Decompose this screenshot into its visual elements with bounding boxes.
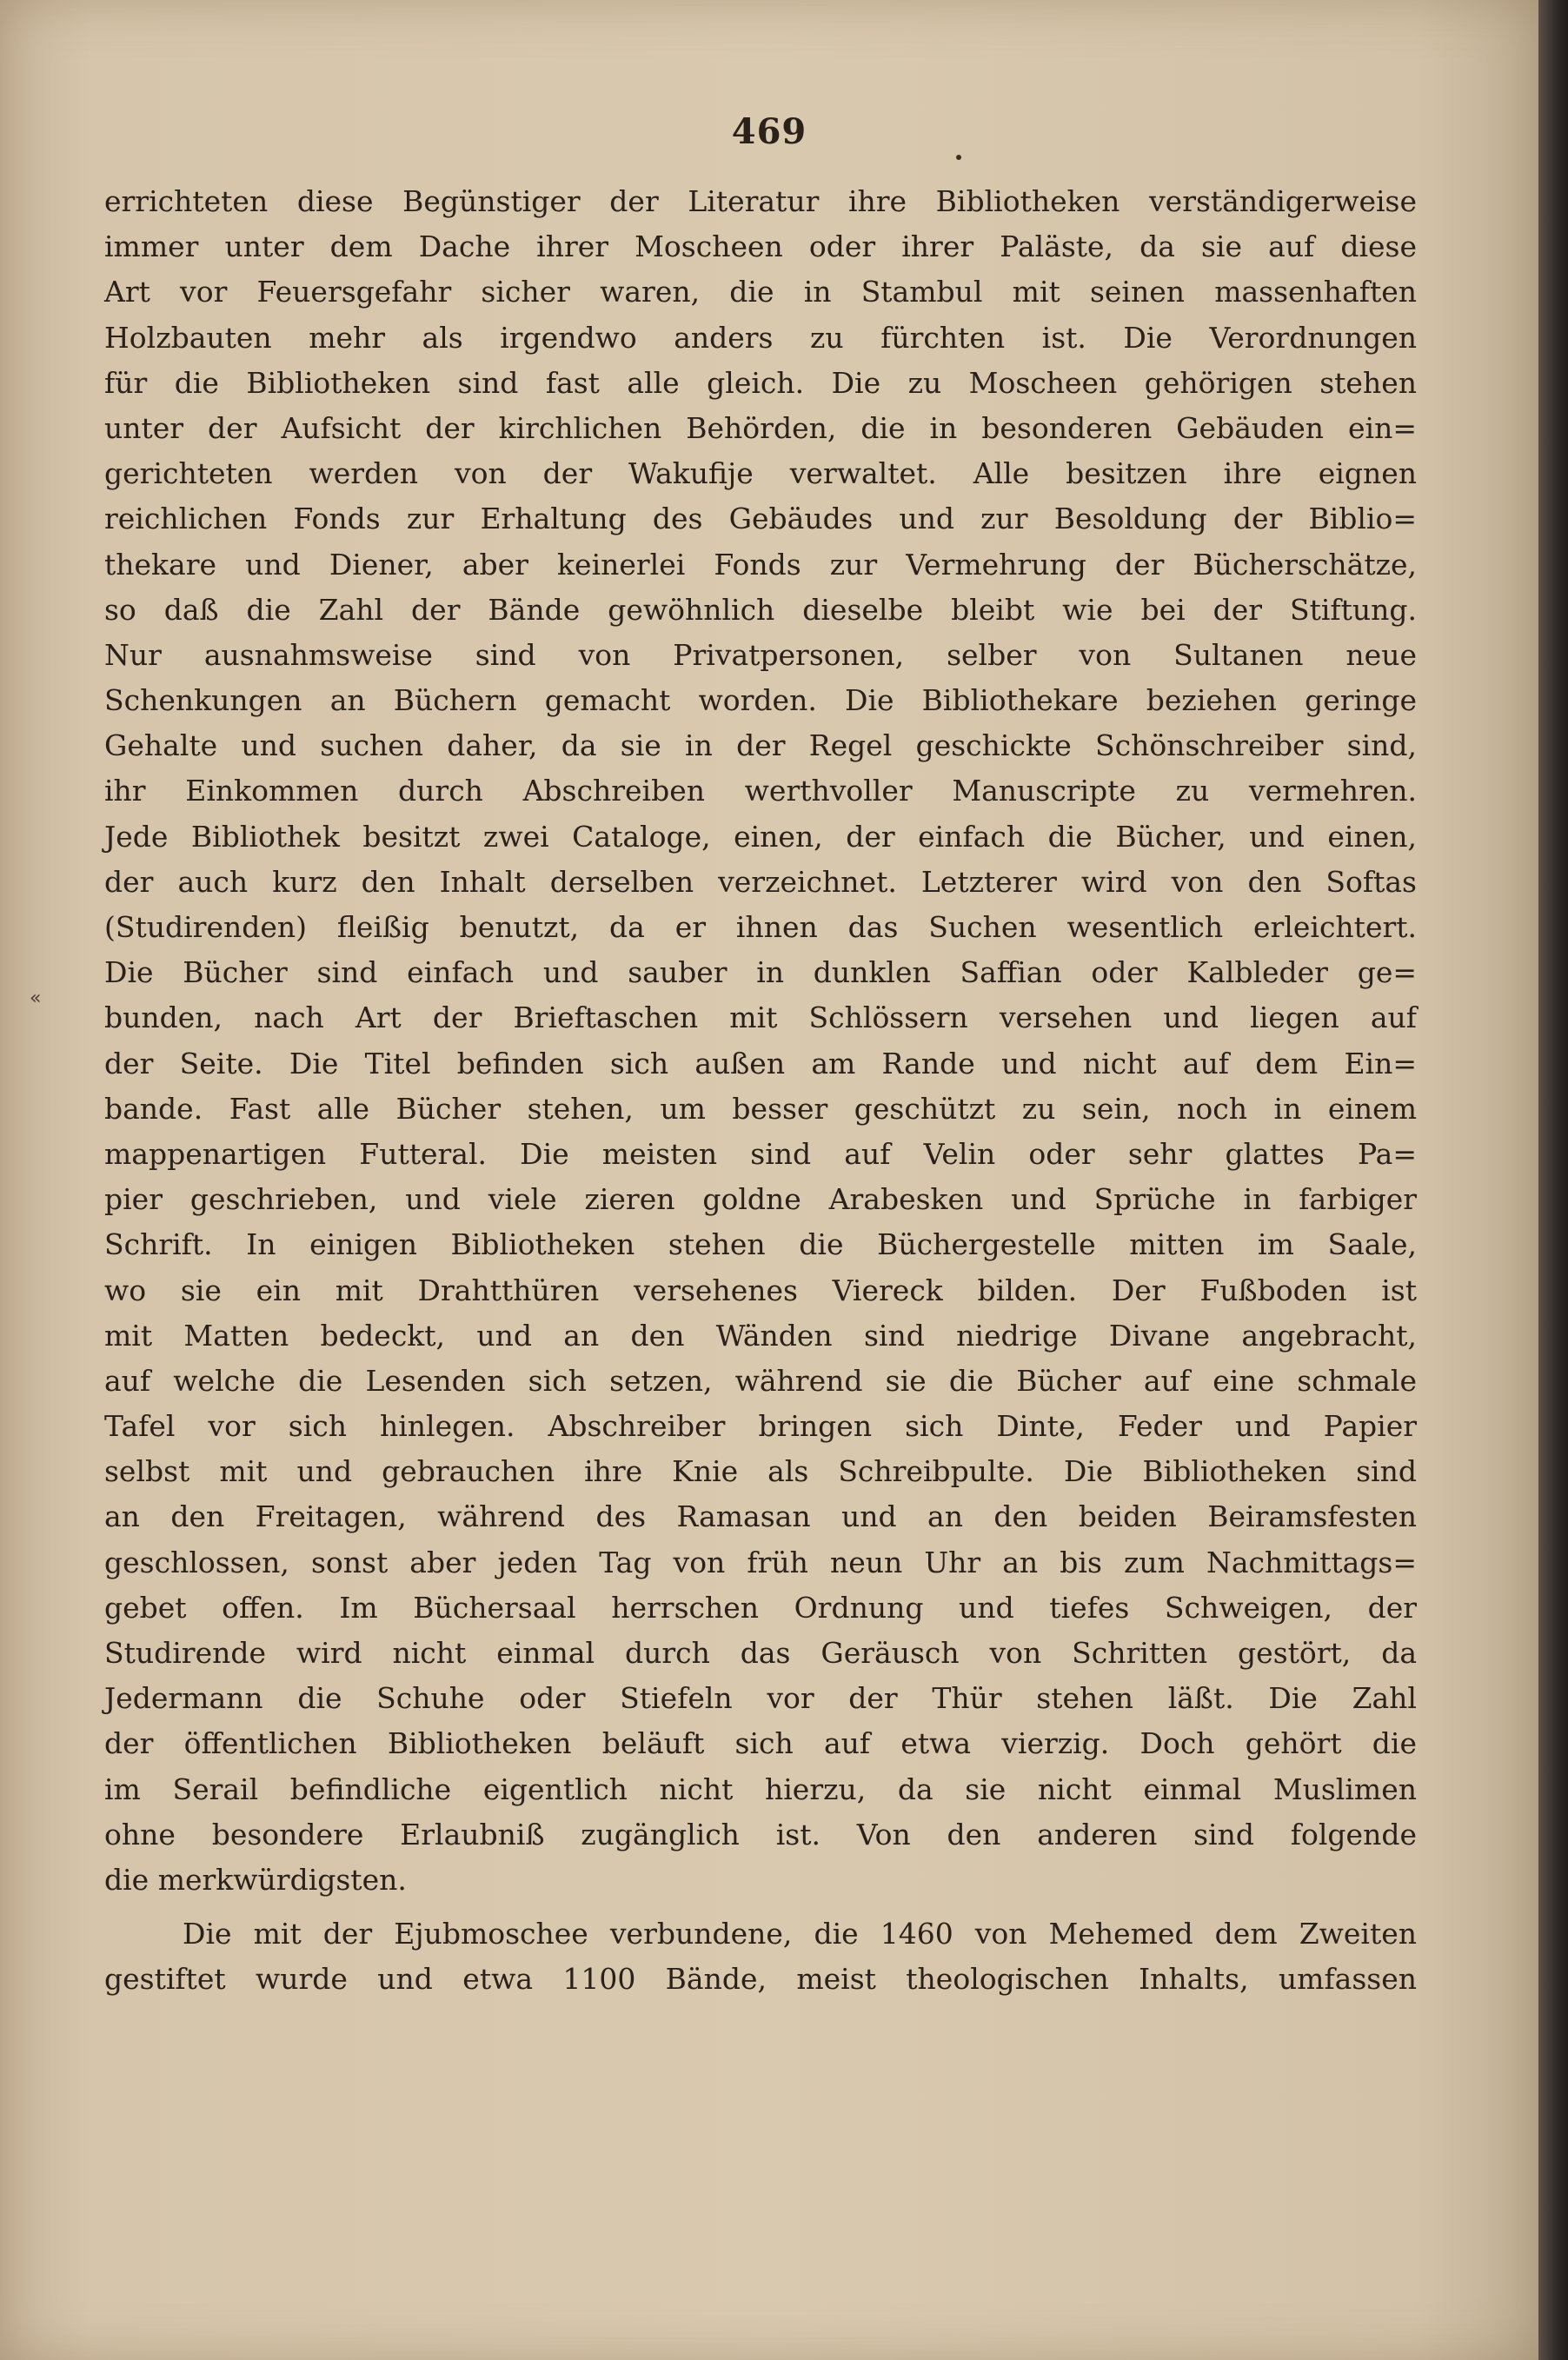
text-line: der öffentlichen Bibliotheken beläuft sich auf etwa vierzig. Doch gehört die bbox=[104, 1726, 1417, 1761]
text-line: Studirende wird nicht einmal durch das Geräusch von Schritten gestört, da bbox=[104, 1636, 1417, 1670]
text-line: Jedermann die Schuhe oder Stiefeln vor der Thür stehen läßt. Die Zahl bbox=[104, 1681, 1417, 1716]
paragraph-1 bbox=[104, 179, 1417, 1903]
paragraph-gap bbox=[104, 1903, 1417, 1911]
text-line: Tafel vor sich hinlegen. Abschreiber bringen sich Dinte, Feder und Papier bbox=[104, 1409, 1417, 1444]
text-line: wo sie ein mit Drahtthüren versehenes Viereck bilden. Der Fußboden ist bbox=[104, 1273, 1417, 1307]
text-line: der Seite. Die Titel befinden sich außen am Rande und nicht auf dem Ein= bbox=[104, 1046, 1417, 1080]
text-line: gebet offen. Im Büchersaal herrschen Ordnung und tiefes Schweigen, der bbox=[104, 1590, 1417, 1625]
text-line: geschlossen, sonst aber jeden Tag von früh neun Uhr an bis zum Nachmittags= bbox=[104, 1545, 1417, 1579]
text-line: Schrift. In einigen Bibliotheken stehen die Büchergestelle mitten im Saale, bbox=[104, 1227, 1417, 1262]
text-line: immer unter dem Dache ihrer Moscheen oder ihrer Paläste, da sie auf diese bbox=[104, 229, 1417, 264]
text-line: selbst mit und gebrauchen ihre Knie als Schreibpulte. Die Bibliotheken sind bbox=[104, 1454, 1417, 1489]
text-line: ohne besondere Erlaubniß zugänglich ist. Von den anderen sind folgende bbox=[104, 1817, 1417, 1851]
text-line: im Serail befindliche eigentlich nicht hierzu, da sie nicht einmal Muslimen bbox=[104, 1772, 1417, 1806]
margin-mark: « bbox=[30, 987, 42, 1009]
text-line: gerichteten werden von der Wakufije verwaltet. Alle besitzen ihre eignen bbox=[104, 456, 1417, 491]
text-line: mit Matten bedeckt, und an den Wänden sind niedrige Divane angebracht, bbox=[104, 1318, 1417, 1353]
text-line: Die mit der Ejubmoschee verbundene, die 1460 von Mehemed dem Zweiten bbox=[183, 1917, 1417, 1951]
text-line: Nur ausnahmsweise sind von Privatpersonen, selber von Sultanen neue bbox=[104, 637, 1417, 672]
text-line: Art vor Feuersgefahr sicher waren, die in Stambul mit seinen massenhaften bbox=[104, 275, 1417, 309]
text-line: Holzbauten mehr als irgendwo anders zu fürchten ist. Die Verordnungen bbox=[104, 320, 1417, 355]
page-edge-shadow bbox=[1538, 0, 1568, 2360]
text-line: pier geschrieben, und viele zieren goldne Arabesken und Sprüche in farbiger bbox=[104, 1182, 1417, 1217]
body-text bbox=[104, 179, 1417, 2003]
text-line: unter der Aufsicht der kirchlichen Behörden, die in besonderen Gebäuden ein= bbox=[104, 410, 1417, 445]
text-line: der auch kurz den Inhalt derselben verzeichnet. Letzterer wird von den Softas bbox=[104, 864, 1417, 899]
text-line: bande. Fast alle Bücher stehen, um besser geschützt zu sein, noch in einem bbox=[104, 1091, 1417, 1126]
text-line: Jede Bibliothek besitzt zwei Cataloge, einen, der einfach die Bücher, und einen, bbox=[104, 819, 1417, 854]
text-line: auf welche die Lesenden sich setzen, während sie die Bücher auf eine schmale bbox=[104, 1363, 1417, 1398]
text-line: an den Freitagen, während des Ramasan und an den beiden Beiramsfesten bbox=[104, 1499, 1417, 1534]
page-number: 469 bbox=[731, 111, 807, 152]
text-line: gestiftet wurde und etwa 1100 Bände, meist theologischen Inhalts, umfassen bbox=[104, 1962, 1417, 1997]
text-line: ihr Einkommen durch Abschreiben werthvoller Manuscripte zu vermehren. bbox=[104, 774, 1417, 808]
text-line: mappenartigen Futteral. Die meisten sind auf Velin oder sehr glattes Pa= bbox=[104, 1136, 1417, 1171]
paragraph-2 bbox=[104, 1911, 1417, 2002]
text-line: thekare und Diener, aber keinerlei Fonds zur Vermehrung der Bücherschätze, bbox=[104, 547, 1417, 582]
text-line: für die Bibliotheken sind fast alle gleich. Die zu Moscheen gehörigen stehen bbox=[104, 365, 1417, 400]
text-line: Schenkungen an Büchern gemacht worden. Die Bibliothekare beziehen geringe bbox=[104, 683, 1417, 718]
text-line: reichlichen Fonds zur Erhaltung des Gebäudes und zur Besoldung der Biblio= bbox=[104, 502, 1417, 536]
text-line: (Studirenden) fleißig benutzt, da er ihnen das Suchen wesentlich erleichtert. bbox=[104, 910, 1417, 944]
text-line: Die Bücher sind einfach und sauber in dunklen Saffian oder Kalbleder ge= bbox=[104, 955, 1417, 990]
text-line: bunden, nach Art der Brieftaschen mit Schlössern versehen und liegen auf bbox=[104, 1001, 1417, 1035]
text-line: so daß die Zahl der Bände gewöhnlich dieselbe bleibt wie bei der Stiftung. bbox=[104, 592, 1417, 627]
text-line: Gehalte und suchen daher, da sie in der Regel geschickte Schönschreiber sind, bbox=[104, 728, 1417, 763]
text-line: errichteten diese Begünstiger der Literatur ihre Bibliotheken verständigerweise bbox=[104, 184, 1417, 218]
ink-speck bbox=[956, 155, 961, 160]
text-line: die merkwürdigsten. bbox=[104, 1862, 407, 1897]
